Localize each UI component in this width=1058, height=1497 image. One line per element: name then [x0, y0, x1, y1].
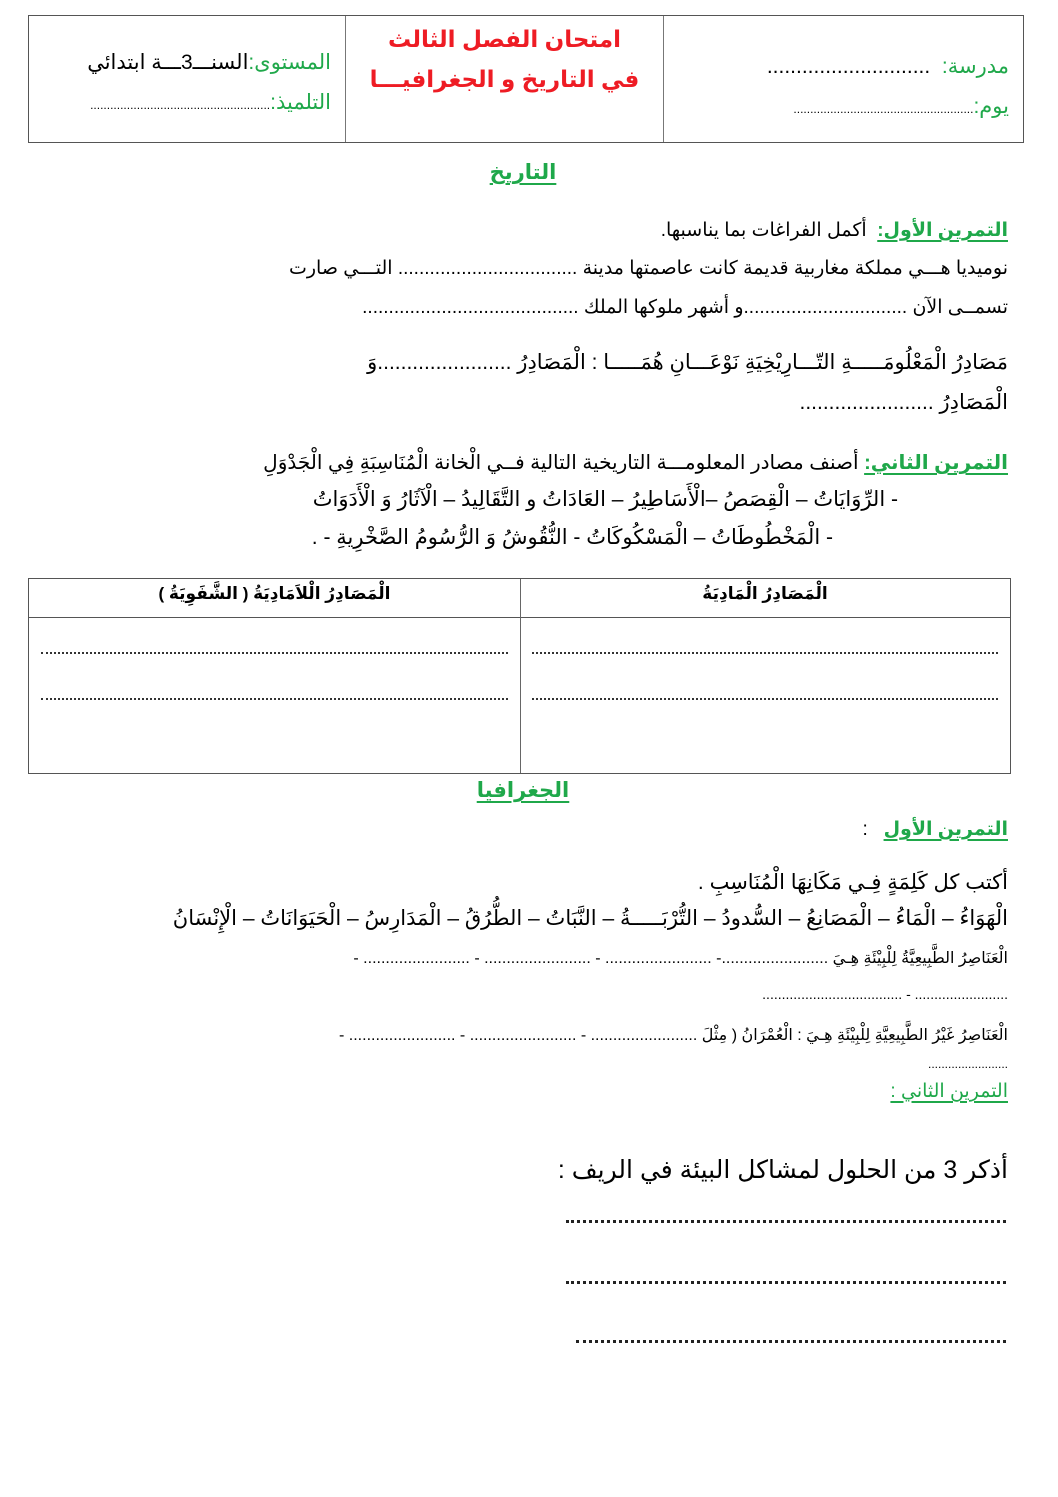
answer-line-2[interactable]	[566, 1281, 1006, 1284]
school-name-field[interactable]: ............................	[766, 55, 931, 78]
student-row	[90, 90, 331, 115]
oral-answer-line-2[interactable]	[41, 698, 508, 700]
geography-exercise1-colon: :	[862, 819, 868, 840]
level-row	[87, 50, 331, 75]
natural-elements-line2: ........................ - ....................................	[762, 986, 1008, 1002]
history-section-title: التاريخ	[489, 161, 557, 184]
history-exercise2-instruction: أصنف مصادر المعلومـــة التاريخية التالية فــي الْخانة الْمُنَاسِبَةِ فِي الْجَدْوَلِ	[263, 452, 859, 474]
oral-answer-line-1[interactable]	[41, 652, 508, 654]
geography-exercise2-question: أذكر 3 من الحلول لمشاكل البيئة في الريف :	[557, 1156, 1008, 1184]
history-exercise1-label: التمرين الأول:	[877, 220, 1008, 241]
exam-title-line2: في التاريخ و الجغرافيـــا	[369, 66, 640, 92]
answer-line-1[interactable]	[566, 1220, 1006, 1223]
answer-line-3[interactable]	[576, 1340, 1006, 1343]
history-items-line2: - الْمَخْطُوطَاتُ – الْمَسْكُوكَاتُ - النُّقُوشُ وَ الرُّسُومُ الصَّخْرِيةِ - .	[311, 526, 833, 549]
oral-sources-column	[29, 579, 521, 773]
history-exercise2-label: التمرين الثاني:	[864, 452, 1008, 474]
material-answer-line-1[interactable]	[532, 652, 998, 654]
nonnatural-elements-line1: الْعَنَاصِرُ غَيْرُ الطَّبِيعِيَّةِ لِلْبِيْئَةِ هِـيَ : الْعُمْرَانُ ( مِثْلَ ........................ - ........................ - ........................ -	[339, 1027, 1008, 1044]
numidia-line2: تسمــى الآن ...............................و أشهر ملوكها الملك .........................................	[362, 297, 1008, 318]
history-exercise1-heading	[661, 219, 1008, 242]
material-sources-header: الْمَصَادِرُ الْمَادِيَةُ	[520, 579, 1010, 618]
level-value: السنـــ3ـــة ابتدائي	[87, 51, 249, 74]
day-label: يوم:	[973, 95, 1009, 118]
sources-line2: الْمَصَادِرُ .......................	[799, 391, 1008, 414]
level-label: المستوى:	[248, 51, 331, 74]
day-field[interactable]: ......................................................	[793, 102, 974, 116]
student-name-field[interactable]: ......................................................	[90, 98, 271, 112]
geography-word-bank: الْهَوَاءُ – الْمَاءُ – الْمَصَانِعُ – السُّدودُ – التُّرْبَـــــةُ – النَّبَاتُ – الطُّرُقُ – الْمَدَارِسُ – الْحَيَوَانَاتُ – الْإِنْسَانُ	[172, 907, 1008, 930]
student-label: التلميذ:	[270, 91, 331, 114]
natural-elements-line1: الْعَنَاصِرُ الطَّبِيعِيَّةُ لِلْبِيْئَةِ هِـيَ ........................- ........................ - ........................ - ........................ -	[353, 950, 1008, 967]
numidia-line1: نوميديا هـــي مملكة مغاربية قديمة كانت عاصمتها مدينة .................................. التـــي صارت	[288, 258, 1008, 279]
day-row	[793, 94, 1009, 119]
school-row	[767, 54, 1009, 79]
header-level-cell	[29, 16, 346, 142]
geography-section-title: الجغرافيا	[476, 779, 570, 802]
header-school-cell	[664, 16, 1023, 142]
sources-line1: مَصَادِرُ الْمَعْلُومَـــــةِ التّـــارِيْخِيَةِ نَوْعَـــانِ هُمَـــــا : الْمَصَادِرُ .......................وَ	[367, 351, 1008, 374]
material-answer-line-2[interactable]	[532, 698, 998, 700]
nonnatural-elements-line2: ........................	[927, 1057, 1008, 1071]
oral-sources-header: الْمَصَادِرُ الْلاَمَادِيَةُ ( الشَّفَوِيَةُ )	[29, 579, 520, 618]
sources-classification-table	[28, 578, 1011, 774]
exam-header-table	[28, 15, 1024, 143]
history-exercise1-instruction: أكمل الفراغات بما يناسبها.	[660, 220, 867, 241]
material-sources-column	[520, 579, 1010, 773]
exam-title-line1: امتحان الفصل الثالث	[388, 26, 621, 52]
geography-exercise1-heading	[862, 818, 1008, 841]
geography-exercise1-label: التمرين الأول	[883, 819, 1008, 840]
history-exercise2-heading	[263, 450, 1008, 475]
header-title-cell	[346, 16, 664, 142]
geography-exercise1-instruction: أكتب كل كَلِمَةٍ فِـي مَكَانِهَا الْمُنَاسِبِ .	[697, 871, 1008, 894]
school-label: مدرسة:	[941, 55, 1009, 78]
history-items-line1: - الرِّوَايَاتُ – الْقِصَصُ –الْأَسَاطِيرُ – العَادَاتُ و التَّقَالِيدُ – الْآثَارُ وَ الْأَدَوَاتُ	[312, 488, 898, 511]
geography-exercise2-label: التمرين الثاني :	[890, 1081, 1008, 1102]
